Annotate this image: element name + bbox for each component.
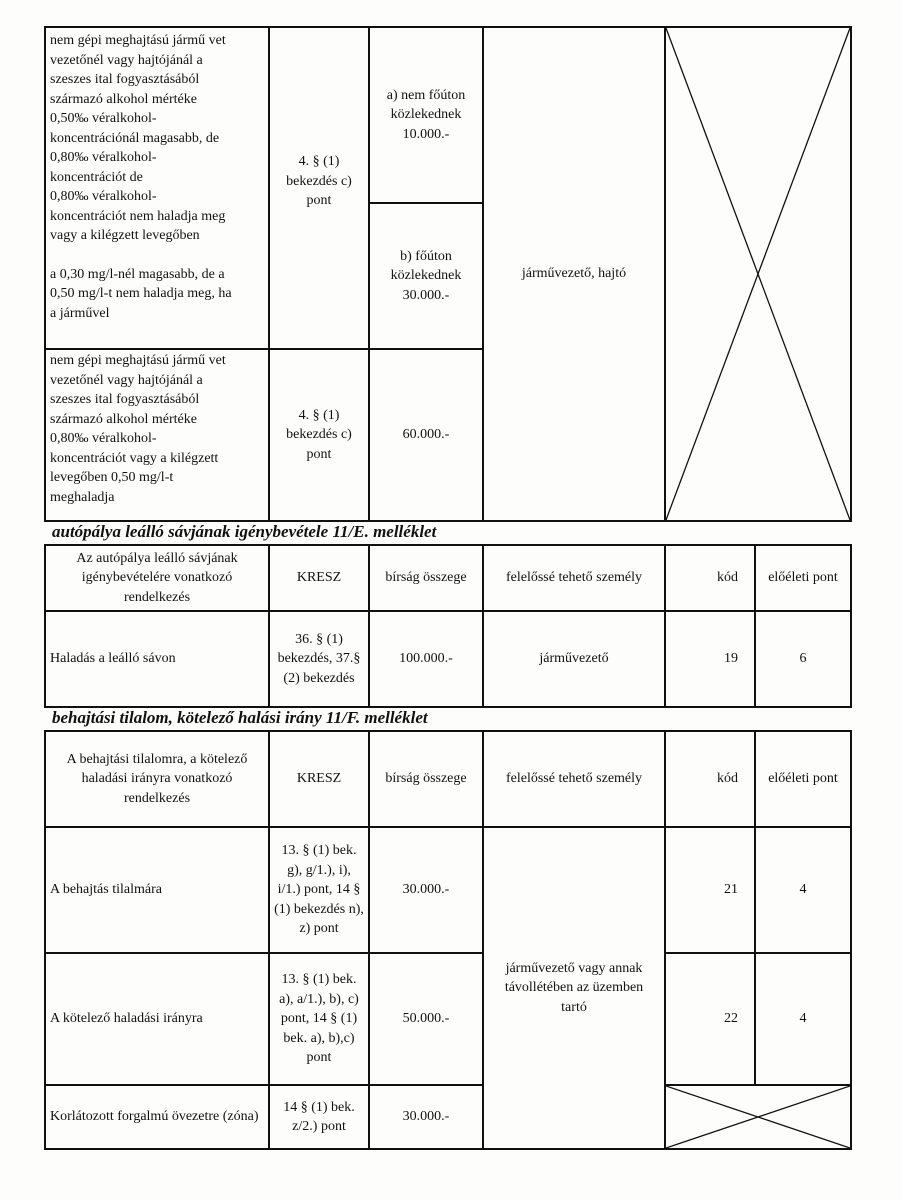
row-kresz: 14 § (1) bek. z/2.) pont bbox=[269, 1085, 369, 1149]
row-code: 22 bbox=[665, 953, 755, 1085]
row2-description: nem gépi meghajtású jármű vet vezetőnél vagy hajtójánál a szeszes ital fogyasztásából származó alkohol mértéke 0,80‰ véralkohol- koncentrációt vagy a kilégzett levegőben 0,50 mg/l-t meghaladja bbox=[45, 349, 269, 521]
header-code: kód bbox=[665, 545, 755, 611]
header-points: előéleti pont bbox=[755, 731, 851, 827]
section-e-table bbox=[44, 544, 852, 708]
row-provision: A behajtás tilalmára bbox=[45, 827, 269, 953]
header-provision: Az autópálya leálló sávjának igénybevételére vonatkozó rendelkezés bbox=[45, 545, 269, 611]
top-table bbox=[44, 26, 852, 522]
row-provision: A kötelező haladási irányra bbox=[45, 953, 269, 1085]
header-provision: A behajtási tilalomra, a kötelező haladási irányra vonatkozó rendelkezés bbox=[45, 731, 269, 827]
row1-description: nem gépi meghajtású jármű vet vezetőnél vagy hajtójánál a szeszes ital fogyasztásából származó alkohol mértéke 0,50‰ véralkohol- koncentrációnál magasabb, de 0,80‰ véralkohol- koncentrációt de 0,80‰ véralkohol- koncentrációt nem haladja meg vagy a kilégzett levegőben a 0,30 mg/l-nél magasabb, de a 0,50 mg/l-t nem haladja meg, ha a járművel bbox=[45, 27, 269, 349]
row-fine: 100.000.- bbox=[369, 611, 483, 707]
header-fine: bírság összege bbox=[369, 731, 483, 827]
row1-fine-b: b) főúton közlekednek 30.000.- bbox=[369, 203, 483, 349]
row-fine: 30.000.- bbox=[369, 827, 483, 953]
section-f-responsible: járművezető vagy annak távollétében az üzemben tartó bbox=[483, 827, 665, 1149]
top-crossed-cell bbox=[665, 27, 851, 521]
row-provision: Korlátozott forgalmú övezetre (zóna) bbox=[45, 1085, 269, 1149]
top-responsible: járművezető, hajtó bbox=[483, 27, 665, 521]
cross-mark bbox=[666, 1086, 850, 1148]
header-kresz: KRESZ bbox=[269, 731, 369, 827]
section-e-title: autópálya leálló sávjának igénybevétele 11/E. melléklet bbox=[52, 522, 437, 541]
section-f-table bbox=[44, 730, 852, 1150]
row-fine: 50.000.- bbox=[369, 953, 483, 1085]
row-code: 21 bbox=[665, 827, 755, 953]
header-points: előéleti pont bbox=[755, 545, 851, 611]
header-responsible: felelőssé tehető személy bbox=[483, 545, 665, 611]
section-f-title: behajtási tilalom, kötelező halási irány 11/F. melléklet bbox=[52, 708, 428, 727]
row1-fine-a: a) nem főúton közlekednek 10.000.- bbox=[369, 27, 483, 203]
row-kresz: 13. § (1) bek. a), a/1.), b), c) pont, 14 § (1) bek. a), b),c) pont bbox=[269, 953, 369, 1085]
row-code: 19 bbox=[665, 611, 755, 707]
header-responsible: felelőssé tehető személy bbox=[483, 731, 665, 827]
row-responsible: járművezető bbox=[483, 611, 665, 707]
row2-kresz: 4. § (1) bekezdés c) pont bbox=[269, 349, 369, 521]
row-provision: Haladás a leálló sávon bbox=[45, 611, 269, 707]
row-kresz: 36. § (1) bekezdés, 37.§ (2) bekezdés bbox=[269, 611, 369, 707]
row-kresz: 13. § (1) bek. g), g/1.), i), i/1.) pont, 14 § (1) bekezdés n), z) pont bbox=[269, 827, 369, 953]
cross-mark bbox=[666, 28, 850, 520]
row-points: 4 bbox=[755, 827, 851, 953]
row1-kresz: 4. § (1) bekezdés c) pont bbox=[269, 27, 369, 349]
header-kresz: KRESZ bbox=[269, 545, 369, 611]
row-fine: 30.000.- bbox=[369, 1085, 483, 1149]
row2-fine: 60.000.- bbox=[369, 349, 483, 521]
row-points: 6 bbox=[755, 611, 851, 707]
crossed-cell bbox=[665, 1085, 851, 1149]
header-code: kód bbox=[665, 731, 755, 827]
header-fine: bírság összege bbox=[369, 545, 483, 611]
row-points: 4 bbox=[755, 953, 851, 1085]
